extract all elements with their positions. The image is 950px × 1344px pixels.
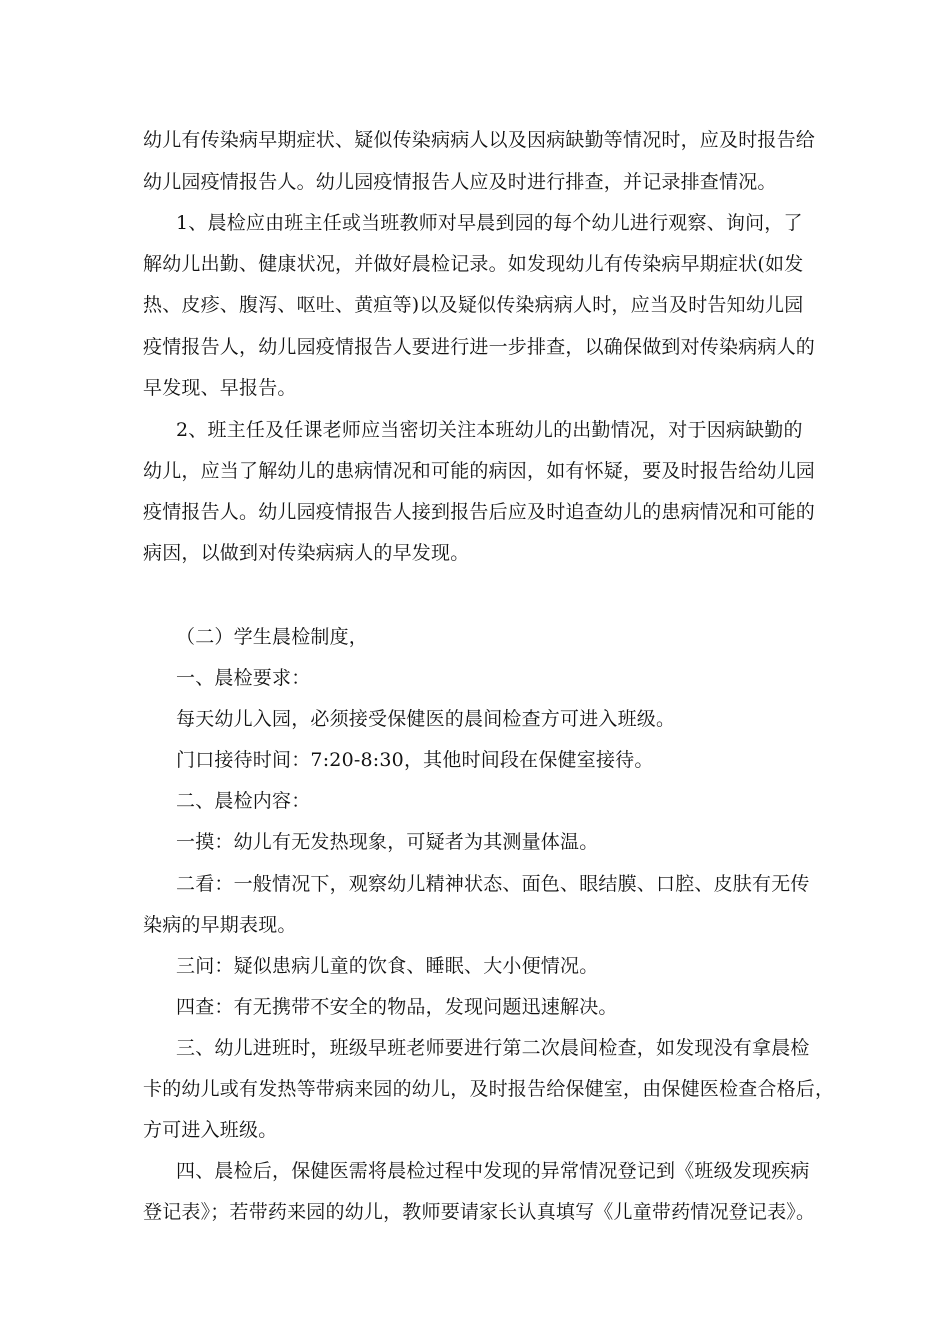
paragraph-line: 幼儿园疫情报告人。幼儿园疫情报告人应及时进行排查，并记录排查情况。: [143, 171, 777, 193]
paragraph-line: 解幼儿出勤、健康状况，并做好晨检记录。如发现幼儿有传染病早期症状(如发: [143, 253, 804, 275]
paragraph-line: 每天幼儿入园，必须接受保健医的晨间检查方可进入班级。: [176, 708, 676, 730]
paragraph-line: 染病的早期表现。: [143, 914, 297, 936]
paragraph-line: 早发现、早报告。: [143, 377, 297, 399]
paragraph-line: 幼儿有传染病早期症状、疑似传染病病人以及因病缺勤等情况时，应及时报告给: [143, 129, 816, 151]
paragraph-line: 2、班主任及任课老师应当密切关注本班幼儿的出勤情况，对于因病缺勤的: [176, 419, 803, 441]
paragraph-line: 登记表》；若带药来园的幼儿，教师要请家长认真填写《儿童带药情况登记表》。: [143, 1201, 816, 1223]
paragraph-line: 疫情报告人，幼儿园疫情报告人要进行进一步排查，以确保做到对传染病病人的: [143, 336, 816, 358]
paragraph-line: 四、晨检后，保健医需将晨检过程中发现的异常情况登记到《班级发现疾病: [176, 1160, 810, 1182]
paragraph-line: 热、皮疹、腹泻、呕吐、黄疸等)以及疑似传染病病人时，应当及时告知幼儿园: [143, 294, 804, 316]
subsection-heading: 一、晨检要求：: [176, 667, 311, 689]
paragraph-line: 幼儿，应当了解幼儿的患病情况和可能的病因，如有怀疑，要及时报告给幼儿园: [143, 460, 816, 482]
paragraph-line: 卡的幼儿或有发热等带病来园的幼儿，及时报告给保健室，由保健医检查合格后，: [143, 1078, 835, 1100]
paragraph-line: 病因，以做到对传染病病人的早发现。: [143, 542, 470, 564]
paragraph-line: 二看：一般情况下，观察幼儿精神状态、面色、眼结膜、口腔、皮肤有无传: [176, 873, 810, 895]
paragraph-line: 三问：疑似患病儿童的饮食、睡眠、大小便情况。: [176, 955, 599, 977]
paragraph-line: 疫情报告人。幼儿园疫情报告人接到报告后应及时追查幼儿的患病情况和可能的: [143, 501, 816, 523]
paragraph-line: 三、幼儿进班时，班级早班老师要进行第二次晨间检查，如发现没有拿晨检: [176, 1037, 810, 1059]
paragraph-line: 四查：有无携带不安全的物品，发现问题迅速解决。: [176, 996, 618, 1018]
section-heading: （二）学生晨检制度，: [176, 626, 369, 648]
subsection-heading: 二、晨检内容：: [176, 790, 311, 812]
paragraph-line: 一摸：幼儿有无发热现象，可疑者为其测量体温。: [176, 831, 599, 853]
paragraph-line: 方可进入班级。: [143, 1119, 278, 1141]
paragraph-line: 门口接待时间：7:20-8:30，其他时间段在保健室接待。: [176, 749, 654, 771]
paragraph-line: 1、晨检应由班主任或当班教师对早晨到园的每个幼儿进行观察、询问，了: [176, 212, 803, 234]
